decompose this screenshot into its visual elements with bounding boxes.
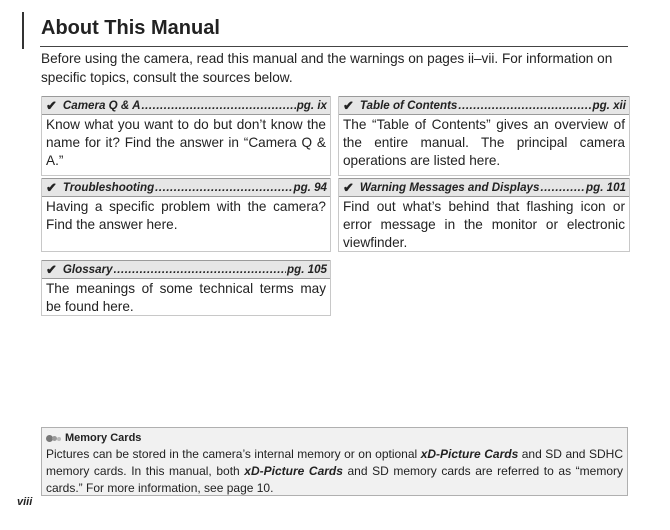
memo-text-part: Pictures can be stored in the camera’s internal memory or on optional	[46, 447, 421, 461]
checkmark-icon: ✔	[46, 261, 57, 277]
page-title: About This Manual	[41, 17, 220, 39]
page-reference[interactable]: pg. 94	[293, 181, 327, 194]
title-rule	[40, 46, 628, 47]
card-title: Warning Messages and Displays	[359, 181, 540, 194]
memo-card-term: xD-Picture Cards	[244, 464, 343, 478]
card-troubleshooting	[41, 178, 331, 252]
checkmark-icon: ✔	[343, 97, 354, 113]
dot-leader	[458, 99, 591, 112]
page-reference[interactable]: pg. xii	[592, 99, 626, 112]
dot-leader	[114, 263, 287, 276]
card-header	[42, 178, 330, 197]
intro-paragraph: Before using the camera, read this manual and the warnings on pages ii–vii. For information on specific topics, consult the sources below.	[41, 51, 613, 85]
card-title: Camera Q & A	[62, 99, 141, 112]
card-body: Know what you want to do but don’t know the name for it? Find the answer in “Camera Q & A.”	[46, 117, 326, 168]
page-reference[interactable]: pg. 101	[586, 181, 626, 194]
card-title: Glossary	[62, 263, 113, 276]
card-title: Troubleshooting	[62, 181, 155, 194]
dot-leader	[540, 181, 585, 194]
dot-leader	[141, 99, 295, 112]
margin-bar	[22, 12, 24, 49]
page-reference[interactable]: pg. ix	[296, 99, 327, 112]
card-table-of-contents	[338, 96, 630, 176]
memo-text-part: and SD and SDHC memory cards. In this manual, both	[46, 447, 623, 478]
memo-card-term: xD-Picture Cards	[420, 447, 519, 461]
memo-header	[42, 428, 627, 446]
checkmark-icon: ✔	[46, 97, 57, 113]
page-reference[interactable]: pg. 105	[287, 263, 327, 276]
card-warning-messages	[338, 178, 630, 252]
card-header	[339, 96, 629, 115]
memo-title: Memory Cards	[65, 432, 142, 444]
checkmark-icon: ✔	[343, 179, 354, 195]
card-body: Find out what’s behind that flashing icon or error message in the monitor or electronic viewfinder.	[343, 199, 625, 250]
checkmark-icon: ✔	[46, 179, 57, 195]
card-camera-qa	[41, 96, 331, 176]
card-header	[42, 96, 330, 115]
card-body: Having a specific problem with the camera? Find the answer here.	[46, 199, 326, 232]
memo-text-part: and SD memory cards are referred to as “memory cards.” For more information, see page 10.	[46, 464, 623, 495]
card-body: The “Table of Contents” gives an overview of the entire manual. The principal camera operations are listed here.	[343, 117, 625, 168]
page-number: viii	[17, 496, 33, 508]
card-glossary	[41, 260, 331, 316]
card-body: The meanings of some technical terms may be found here.	[46, 281, 326, 314]
dot-leader	[155, 181, 292, 194]
memo-icon	[46, 433, 62, 443]
memo-text	[42, 446, 627, 497]
card-header	[42, 260, 330, 279]
card-header	[339, 178, 629, 197]
memo-box	[41, 427, 628, 496]
card-title: Table of Contents	[359, 99, 458, 112]
